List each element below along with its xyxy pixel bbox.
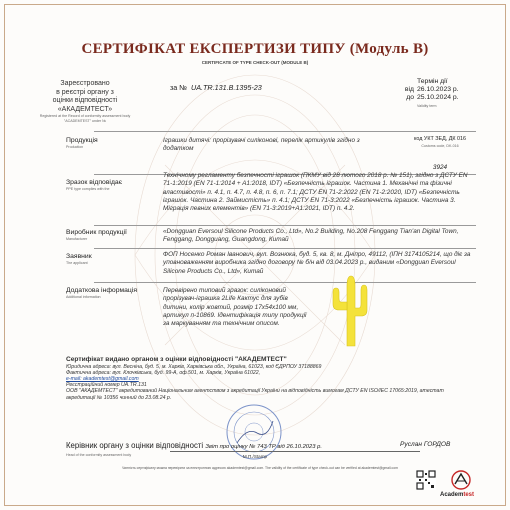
registration-line: в реєстрі органу з (56, 88, 114, 96)
registration-line: «АКАДЕМТЕСТ» (57, 105, 113, 113)
issuer-line: Реєстраційний номер UA.TR.131 (66, 382, 147, 389)
term-from-label: від (404, 86, 414, 93)
issuer-line: Фактична адреса: вул. Клочківська, буд. 99-А, оф.501, м. Харків, Україна 61022, (66, 369, 261, 376)
head-of-body-name: Руслан ГОРДОВ (400, 441, 451, 448)
additional-info-label (66, 287, 146, 300)
qr-code-icon (416, 470, 436, 490)
registration-english: Registered at the Record of conformity assessment body "ACADEMTEST" under № (39, 114, 131, 123)
manufacturer-label-english: Manufacturer (66, 237, 88, 241)
cactus-teether-image (330, 268, 370, 348)
head-of-body-label: Керівник органу з оцінки відповідності (66, 441, 204, 450)
term-from-date: 26.10.2023 р. (417, 86, 459, 93)
additional-info-value: Перевірено типовий зразок: силіконовий прорізувач-іграшка 2Life Кактус для зубів дитини, колір жовтий, розмір 17х54х100 мм, артикул п-10869. Ідентифікація типу продукції за маркуванням та технічним описом. (163, 287, 307, 328)
logo-brand-part: Academ (440, 492, 464, 498)
applicant-label-english: The applicant (66, 261, 88, 265)
customs-code-label-text: код УКТ ЗЕД, ДК 016 (413, 136, 467, 142)
manufacturer-label (66, 229, 146, 242)
stamp-label: М.П./Stamp (242, 454, 268, 459)
additional-info-label-text: Додаткова інформація (66, 287, 138, 294)
divider (94, 131, 476, 132)
certificate-title: СЕРТИФІКАТ ЕКСПЕРТИЗИ ТИПУ (Модуль В) (81, 41, 429, 57)
product-label (66, 137, 146, 150)
divider (94, 282, 476, 283)
product-value: Іграшки дитячі: прорізувачі силіконові, перелік артикулів згідно з додатком (163, 137, 360, 153)
signature-line (170, 451, 420, 452)
assessment-report-note: Звіт про оцінку № 743 ТР від 26.10.2023 р. (205, 444, 322, 450)
validity-check-note: Чинність сертифікату можна перевірити за електронною адресою akademtest@gmail.com. The validity of the certificate of type check-out can be verified at akademtest@gmail.com (122, 466, 398, 470)
product-label-english: Production (66, 145, 84, 149)
manufacturer-value: «Dongguan Eversoul Silicone Products Co., Ltd», No.2 Building, No.208 Fenggang Tian'an Digital Town, Fenggang, Dongguang, Guangdong, Китай (163, 228, 459, 244)
issuer-line: ООВ "АКАДЕМТЕСТ" акредитований Національним агентством з акредитації України на відповідність вимогам ДСТУ EN ISO/IEC 17065:2019, атестат акредитації № 10356 чинний до 23.08.24 р. (66, 388, 444, 401)
issuer-email-link[interactable]: e-mail: akademtest@gmail.com (66, 376, 139, 382)
issuer-block (66, 356, 446, 401)
logo-brand-highlight: test (463, 492, 475, 498)
applicant-label (66, 253, 146, 266)
term-to-date: 25.10.2024 р. (417, 94, 459, 101)
applicant-label-text: Заявник (66, 253, 92, 260)
registration-line: оцінки відповідності (52, 97, 118, 104)
additional-info-label-english: Additional information (66, 295, 101, 299)
standards-value: Технічному регламенту безпечності іграшок (ПКМУ від 28 лютого 2018 р. № 151), згідно з ДСТУ EN 71-1:2019 (EN 71-1:2014 + A1:2018, IDT) «Безпечність іграшок. Частина 1. Механічні та фізичні властивості» п. 4.1, п. 4.7, п. 4.8, п. 6, п. 7.1; ДСТУ EN 71-2:2022 (EN 71-2:2020, IDT) «Безпечність іграшок. Частина 2. Займистість» п. 4.1; ДСТУ EN 71-3:2022 «Безпечність іграшок. Частина 3. Міграція певних елементів» (EN 71-3:2019+A1:2021, IDT) п. 4.2. (163, 172, 468, 213)
registration-line: Зареєстровано (60, 80, 110, 87)
divider (94, 225, 476, 226)
applicant-value: ФОП Носенко Роман Іванович, вул. Вознюка, буд. 5, кв. 8, м. Дніпро, 49112, (ІПН 3174105214, що діє за уповноваженням виробника згідно договору № б/н від 03.04.2023 р., виданим «Dongguan Eversoul Silicone Products Co., Ltd», Китай (163, 251, 471, 275)
customs-code-label (404, 136, 476, 149)
manufacturer-label-text: Виробник продукції (66, 229, 127, 236)
standards-label-english: PPE type complies with the (66, 187, 110, 191)
customs-code-value: 3924 (432, 164, 448, 171)
registration-number-row (170, 83, 262, 92)
standards-label (66, 179, 146, 192)
certificate-subtitle: CERTIFICATE OF TYPE CHECK-OUT (MODULE B) (201, 60, 309, 65)
issuer-heading: Сертифікат видано органом з оцінки відповідності "АКАДЕМТЕСТ" (66, 356, 287, 363)
divider (94, 248, 476, 249)
academtest-logo-text (440, 492, 474, 498)
term-label: Термін дії (417, 78, 448, 85)
term-to-label: до (406, 94, 414, 101)
standards-label-text: Зразок відповідає (66, 179, 123, 186)
head-of-body-english: Head of the conformity assessment body (66, 453, 132, 457)
registration-block (36, 80, 134, 123)
customs-code-english: Customs code, DK-016 (421, 143, 459, 148)
registration-prefix: за № (170, 83, 188, 92)
term-english: Validity term (417, 104, 437, 108)
head-of-body-row (66, 441, 322, 450)
round-stamp (225, 403, 283, 461)
product-label-text: Продукція (66, 137, 98, 144)
issuer-line: Юридична адреса: вул. Весніна, буд. 5, м. Харків, Харківська обл., Україна, 61023, код ЄДРПОУ 37188869 (66, 363, 322, 370)
registration-number: UA.TR.131.B.1395-23 (191, 83, 262, 92)
